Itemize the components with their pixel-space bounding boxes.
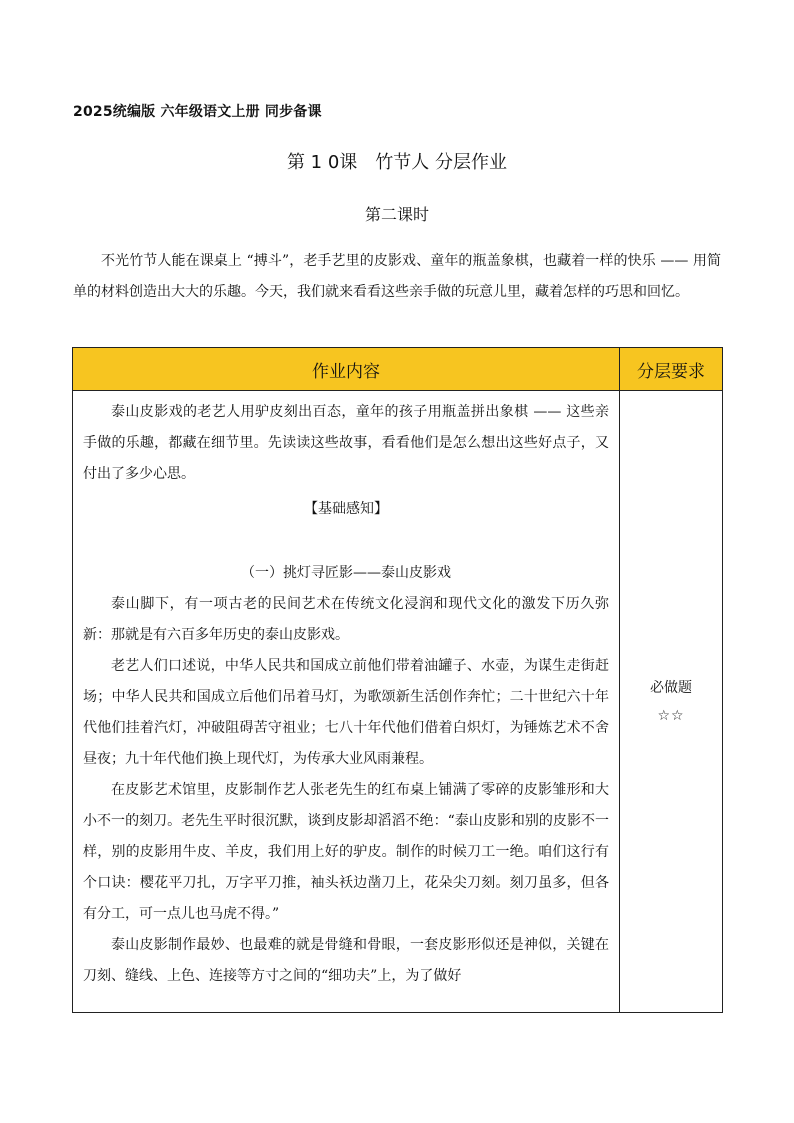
doc-header: 2025统编版 六年级语文上册 同步备课 [73, 104, 322, 120]
table-body-row [73, 391, 723, 1013]
homework-table [72, 347, 723, 1013]
passage-paragraph: 在皮影艺术馆里，皮影制作艺人张老先生的红布桌上铺满了零碎的皮影雏形和大小不一的刻刀。老先生平时很沉默，谈到皮影却滔滔不绝：“泰山皮影和别的皮影不一样，别的皮影用牛皮、羊皮，我们用上好的驴皮。制作的时候刀工一绝。咱们这行有个口诀：樱花平刀扎，万字平刀推，袖头袄边凿刀上，花朵尖刀刻。刻刀虽多，但各有分工，可一点儿也马虎不得。” [83, 782, 609, 922]
lead-paragraph: 泰山皮影戏的老艺人用驴皮刻出百态，童年的孩子用瓶盖拼出象棋 —— 这些亲手做的乐趣，都藏在细节里。先读读这些故事，看看他们是怎么想出这些好点子，又付出了多少心思。 [83, 404, 609, 482]
content-cell [73, 391, 620, 1013]
table-header-row [73, 348, 723, 391]
passage-paragraph: 泰山脚下，有一项古老的民间艺术在传统文化浸润和现代文化的激发下历久弥新：那就是有六百多年历史的泰山皮影戏。 [83, 596, 609, 643]
lesson-title: 第 1 0课 竹节人 分层作业 [286, 152, 508, 173]
passage-title: （一）挑灯寻匠影——泰山皮影戏 [241, 565, 451, 581]
passage-paragraph: 泰山皮影制作最妙、也最难的就是骨缝和骨眼，一套皮影形似还是神似，关键在刀刻、缝线、上色、连接等方寸之间的“细功夫”上，为了做好 [83, 937, 609, 984]
level-label: 必做题 [650, 679, 692, 696]
header-level: 分层要求 [620, 348, 723, 391]
lesson-subtitle: 第二课时 [364, 205, 429, 224]
header-content: 作业内容 [73, 348, 620, 391]
level-stars: ☆☆ [657, 707, 685, 724]
passage-paragraph: 老艺人们口述说，中华人民共和国成立前他们带着油罐子、水壶，为谋生走街赶场；中华人民共和国成立后他们吊着马灯，为歌颂新生活创作奔忙；二十世纪六十年代他们挂着汽灯，冲破阻碍苦守祖业；七八十年代他们借着白炽灯，为锤炼艺术不舍昼夜；九十年代他们换上现代灯，为传承大业风雨兼程。 [83, 658, 609, 767]
intro-paragraph: 不光竹节人能在课桌上 “搏斗”，老手艺里的皮影戏、童年的瓶盖象棋，也藏着一样的快乐 —— 用简单的材料创造出大大的乐趣。今天，我们就来看看这些亲手做的玩意儿里，藏着怎样的巧思和回忆。 [73, 253, 721, 300]
level-cell [620, 391, 723, 1013]
section-title: 【基础感知】 [304, 501, 388, 517]
